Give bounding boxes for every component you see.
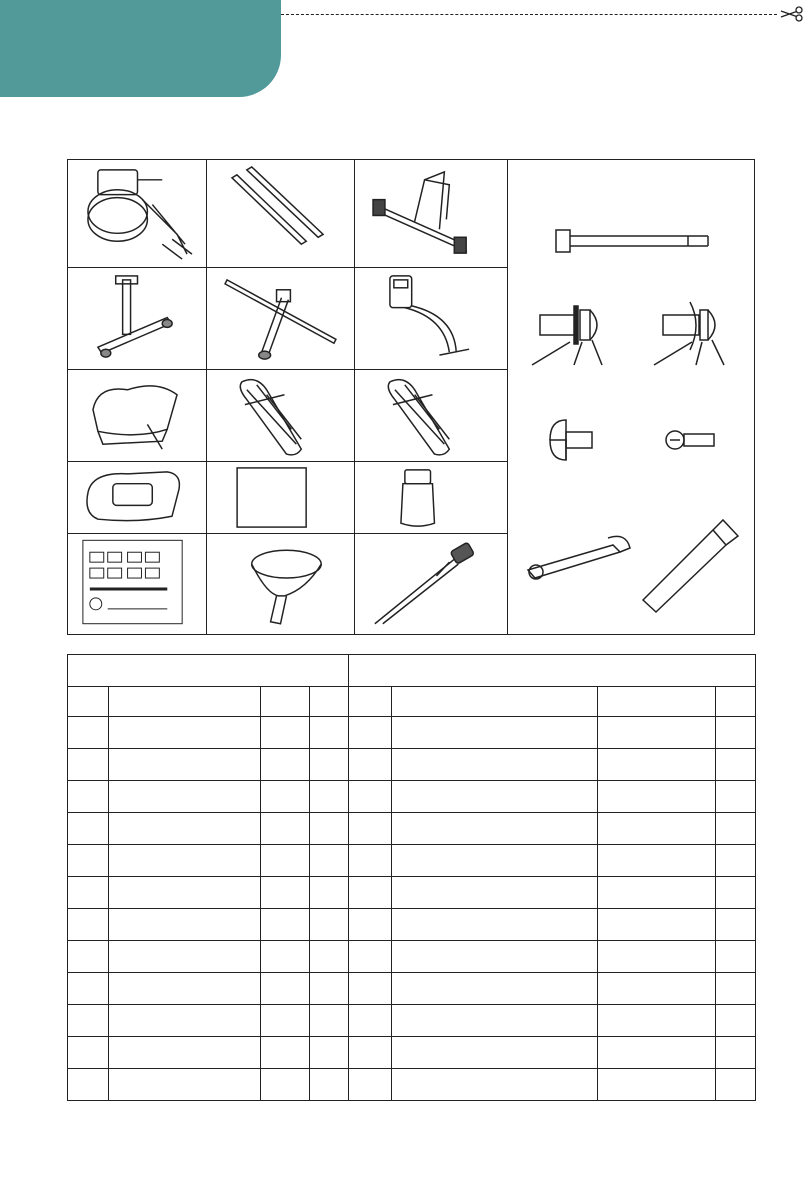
col-header-right-qty	[716, 687, 756, 717]
table-cell	[716, 781, 756, 813]
part-cell-funnel	[207, 534, 355, 634]
part-cell-console-mast	[355, 268, 508, 370]
parts-grid	[67, 159, 755, 635]
table-cell	[392, 1005, 598, 1037]
part-cell-handlebar	[207, 268, 355, 370]
table-cell	[310, 877, 349, 909]
table-cell	[310, 781, 349, 813]
table-cell	[261, 941, 310, 973]
col-header-left-desc	[109, 687, 261, 717]
table-row	[68, 973, 756, 1005]
part-cell-pump	[355, 534, 508, 634]
table-cell	[598, 941, 716, 973]
table-cell	[716, 877, 756, 909]
pump-icon	[355, 534, 507, 634]
table-cell	[392, 813, 598, 845]
table-cell	[310, 813, 349, 845]
table-cell	[349, 909, 392, 941]
table-row	[68, 941, 756, 973]
table-cell	[310, 973, 349, 1005]
table-cell	[109, 781, 261, 813]
table-cell	[598, 781, 716, 813]
col-header-right-spec	[598, 687, 716, 717]
table-cell	[716, 909, 756, 941]
blank-card-icon	[207, 462, 354, 533]
part-cell-bottle	[355, 462, 508, 534]
table-cell	[598, 909, 716, 941]
col-header-left-qty	[310, 687, 349, 717]
part-cell-hardware-card	[68, 534, 207, 634]
table-row	[68, 1005, 756, 1037]
table-cell	[598, 877, 716, 909]
table-cell	[68, 1037, 109, 1069]
wrench-icon	[528, 536, 630, 579]
left-pedal-icon	[207, 370, 354, 461]
table-cell	[392, 973, 598, 1005]
table-cell	[109, 941, 261, 973]
table-cell	[310, 1037, 349, 1069]
scissors-icon	[779, 6, 803, 22]
rails-icon	[207, 160, 354, 267]
part-cell-main-frame	[68, 160, 207, 268]
table-cell	[392, 1037, 598, 1069]
table-row	[68, 717, 756, 749]
table-cell	[109, 973, 261, 1005]
table-cell	[598, 717, 716, 749]
table-cell	[598, 813, 716, 845]
table-cell	[261, 717, 310, 749]
table-cell	[109, 749, 261, 781]
table-cell	[349, 1005, 392, 1037]
table-cell	[349, 781, 392, 813]
table-cell	[392, 781, 598, 813]
long-bolt-icon	[556, 230, 708, 252]
table-cell	[68, 845, 109, 877]
table-row	[68, 877, 756, 909]
bottle-icon	[355, 462, 507, 533]
table-cell	[68, 941, 109, 973]
screw-icon	[666, 431, 714, 449]
col-header-right-no	[349, 687, 392, 717]
table-cell	[716, 749, 756, 781]
table-cell	[261, 1037, 310, 1069]
table-row	[68, 813, 756, 845]
table-cell	[310, 845, 349, 877]
dome-bolt-icon	[550, 420, 592, 460]
table-cell	[109, 1005, 261, 1037]
table-cell	[349, 877, 392, 909]
table-cell	[349, 845, 392, 877]
table-row	[68, 1069, 756, 1101]
table-cell	[716, 813, 756, 845]
table-row	[68, 749, 756, 781]
table-cell	[598, 1069, 716, 1101]
table-cell	[392, 941, 598, 973]
table-cell	[392, 749, 598, 781]
table-cell	[716, 1005, 756, 1037]
table-cell	[310, 1005, 349, 1037]
right-group-header	[349, 655, 756, 687]
table-cell	[261, 813, 310, 845]
table-cell	[392, 1069, 598, 1101]
rear-stabilizer-icon	[68, 268, 206, 369]
table-cell	[261, 1069, 310, 1101]
table-cell	[349, 941, 392, 973]
table-cell	[310, 941, 349, 973]
part-cell-seat	[68, 370, 207, 462]
table-cell	[392, 717, 598, 749]
bolt-washer-assembly-icon	[532, 306, 602, 365]
parts-list-table	[67, 654, 756, 1101]
table-cell	[392, 877, 598, 909]
table-cell	[598, 973, 716, 1005]
hardware-card-icon	[68, 534, 206, 634]
table-cell	[261, 973, 310, 1005]
left-group-header	[68, 655, 349, 687]
table-cell	[392, 909, 598, 941]
table-cell	[716, 717, 756, 749]
table-cell	[598, 1005, 716, 1037]
right-pedal-icon	[355, 370, 507, 461]
table-cell	[349, 973, 392, 1005]
table-cell	[716, 973, 756, 1005]
table-cell	[109, 909, 261, 941]
table-cell	[598, 845, 716, 877]
table-row	[68, 1037, 756, 1069]
table-cell	[261, 749, 310, 781]
funnel-icon	[207, 534, 354, 634]
table-cell	[109, 1069, 261, 1101]
hardware-panel	[508, 160, 754, 634]
table-cell	[349, 1069, 392, 1101]
cover-icon	[68, 462, 206, 533]
table-cell	[68, 1005, 109, 1037]
table-row	[68, 845, 756, 877]
hardware-illustrations	[508, 160, 754, 634]
table-cell	[349, 813, 392, 845]
table-cell	[261, 781, 310, 813]
table-cell	[109, 813, 261, 845]
header-tab	[0, 0, 281, 97]
table-cell	[261, 845, 310, 877]
part-cell-blank-card	[207, 462, 355, 534]
part-cell-front-stabilizer	[355, 160, 508, 268]
table-cell	[68, 749, 109, 781]
table-cell	[109, 717, 261, 749]
table-cell	[109, 845, 261, 877]
table-cell	[68, 877, 109, 909]
part-cell-left-pedal	[207, 370, 355, 462]
cut-line	[281, 14, 777, 15]
table-cell	[310, 909, 349, 941]
table-row	[68, 781, 756, 813]
curved-washer-assembly-icon	[654, 302, 724, 365]
table-cell	[349, 1037, 392, 1069]
table-cell	[68, 813, 109, 845]
table-cell	[310, 717, 349, 749]
table-cell	[68, 1069, 109, 1101]
table-cell	[261, 909, 310, 941]
table-cell	[68, 909, 109, 941]
table-cell	[716, 1069, 756, 1101]
table-cell	[716, 1037, 756, 1069]
table-cell	[716, 941, 756, 973]
table-cell	[261, 877, 310, 909]
table-cell	[68, 717, 109, 749]
table-row	[68, 909, 756, 941]
part-cell-right-pedal	[355, 370, 508, 462]
table-cell	[598, 1037, 716, 1069]
table-cell	[68, 781, 109, 813]
part-cell-rails	[207, 160, 355, 268]
table-cell	[349, 749, 392, 781]
table-cell	[598, 749, 716, 781]
table-cell	[349, 717, 392, 749]
seat-icon	[68, 370, 206, 461]
col-header-left-no	[68, 687, 109, 717]
table-cell	[716, 845, 756, 877]
part-cell-cover	[68, 462, 207, 534]
table-cell	[261, 1005, 310, 1037]
part-cell-rear-stabilizer	[68, 268, 207, 370]
handlebar-icon	[207, 268, 354, 369]
table-cell	[310, 749, 349, 781]
table-cell	[109, 877, 261, 909]
main-frame-icon	[68, 160, 206, 267]
table-cell	[310, 1069, 349, 1101]
table-cell	[392, 845, 598, 877]
table-group-header	[68, 655, 756, 687]
hex-key-icon	[643, 520, 738, 612]
console-mast-icon	[355, 268, 507, 369]
table-cell	[109, 1037, 261, 1069]
table-cell	[68, 973, 109, 1005]
table-column-header	[68, 687, 756, 717]
front-stabilizer-icon	[355, 160, 507, 267]
col-header-right-desc	[392, 687, 598, 717]
col-header-left-spec	[261, 687, 310, 717]
